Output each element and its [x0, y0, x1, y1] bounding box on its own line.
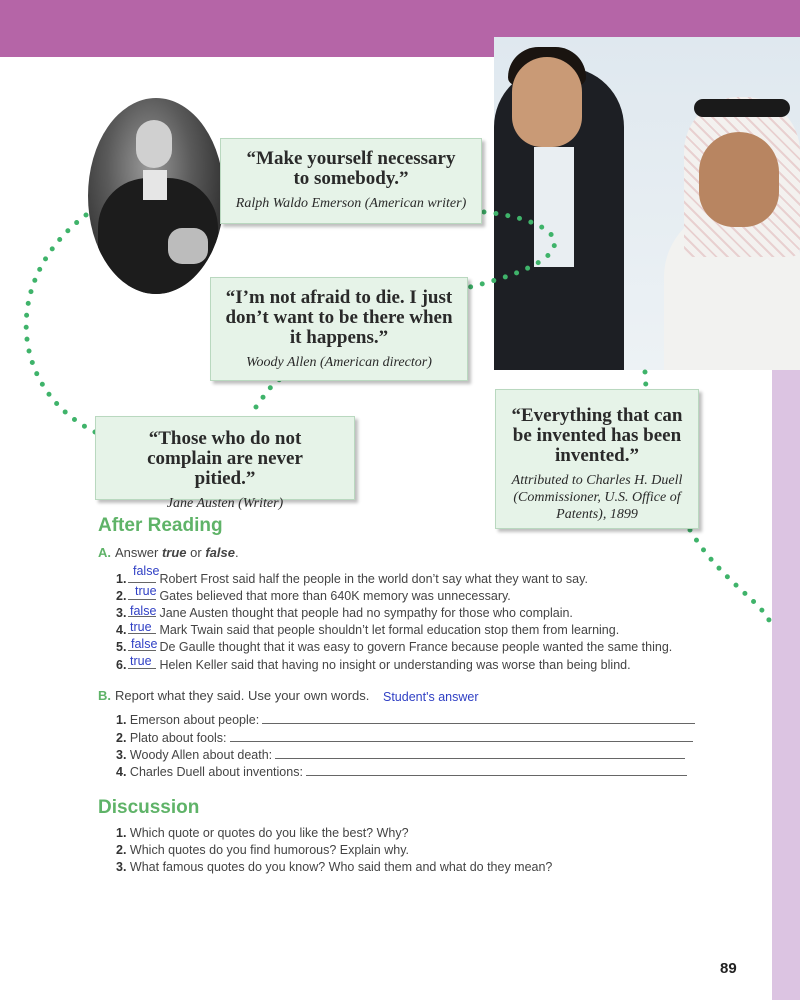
answer-line[interactable]	[262, 711, 695, 724]
list-item: 2. Gates believed that more than 640K memory was unnecessary.	[116, 589, 511, 603]
instruction-label: B.	[98, 688, 111, 703]
filled-answer: true	[135, 584, 157, 598]
filled-answer: true	[130, 654, 152, 668]
list-item: 5. De Gaulle thought that it was easy to govern France because people wanted the same thing.	[116, 640, 673, 654]
list-item: 3. Jane Austen thought that people had no sympathy for those who complain.	[116, 606, 573, 620]
list-item: 2. Which quotes do you find humorous? Explain why.	[116, 843, 410, 857]
list-item: 1. Emerson about people:	[116, 711, 695, 727]
list-item: 4. Charles Duell about inventions:	[116, 763, 687, 779]
quote-text: “I’m not afraid to die. I just don’t want to be there when it happens.”	[225, 287, 453, 348]
student-answer-note: Student's answer	[383, 690, 479, 704]
instruction-label: A.	[98, 545, 111, 560]
answer-line[interactable]	[230, 729, 693, 742]
quote-author: Ralph Waldo Emerson (American writer)	[235, 196, 467, 211]
filled-answer: false	[130, 604, 157, 618]
quote-author: Jane Austen (Writer)	[166, 496, 284, 511]
list-item: 6. Helen Keller said that having no insight or understanding was worse than being blind.	[116, 658, 631, 672]
list-item: 4. Mark Twain said that people shouldn’t let formal education stop them from learning.	[116, 623, 620, 637]
quote-text: “Those who do not complain are never pitied.”	[147, 428, 303, 489]
quote-text: “Make yourself necessary to somebody.”	[246, 148, 456, 189]
filled-answer: false	[131, 637, 158, 651]
after-reading-heading: After Reading	[98, 515, 223, 536]
answer-line[interactable]	[306, 763, 687, 776]
filled-answer: true	[130, 620, 152, 634]
quote-box-emerson	[220, 138, 482, 224]
list-item: 3. What famous quotes do you know? Who said them and what do they mean?	[116, 860, 553, 874]
list-item: 3. Woody Allen about death:	[116, 746, 685, 762]
quote-text: “Everything that can be invented has been invented.”	[511, 405, 683, 466]
list-item: 1. Robert Frost said half the people in the world don’t say what they want to say.	[116, 572, 588, 586]
quote-author: Woody Allen (American director)	[246, 355, 432, 370]
page-number: 89	[720, 960, 737, 977]
portrait-photo	[88, 98, 224, 294]
instruction-b: B. Report what they said. Use your own words.	[98, 688, 370, 703]
list-item: 2. Plato about fools:	[116, 729, 693, 745]
filled-answer: false	[133, 564, 160, 578]
list-item: 1. Which quote or quotes do you like the best? Why?	[116, 826, 409, 840]
quote-box-allen	[210, 277, 468, 381]
quote-box-duell	[495, 389, 699, 529]
quote-box-austen	[95, 416, 355, 511]
discussion-heading: Discussion	[98, 797, 200, 818]
quote-author: Attributed to Charles H. Duell (Commissioner, U.S. Office of Patents), 1899	[511, 473, 683, 522]
instruction-a: A. Answer true or false.	[98, 545, 239, 560]
answer-line[interactable]	[275, 746, 685, 759]
